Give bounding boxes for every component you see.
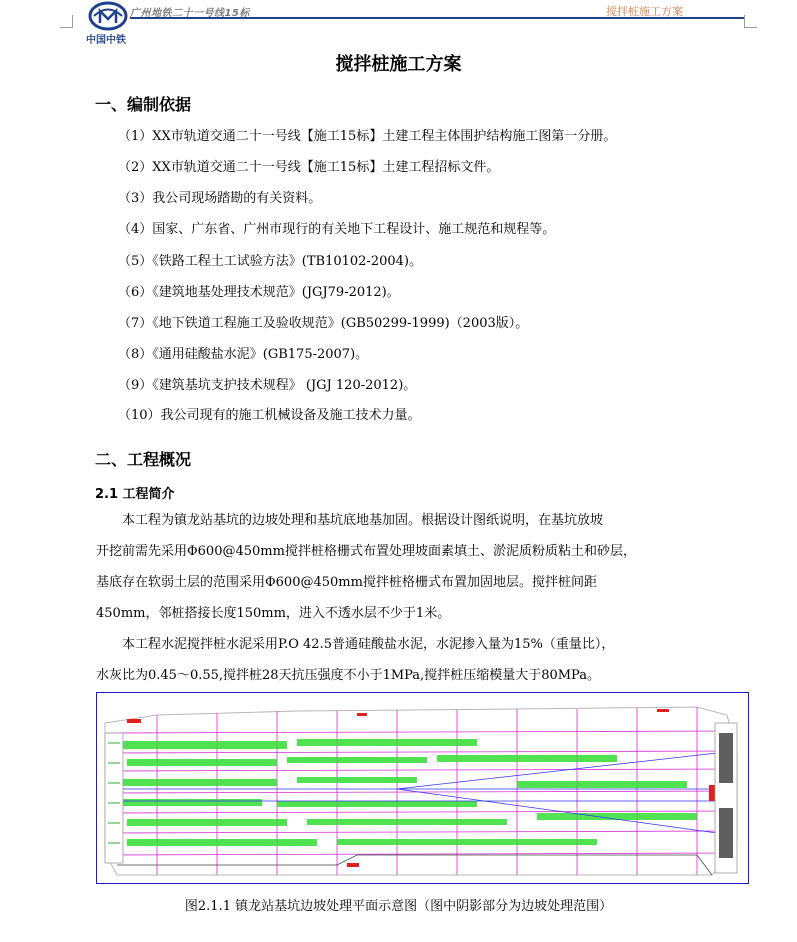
list-item: （6）《建筑地基处理技术规范》(JGJ79-2012)。 bbox=[118, 285, 400, 300]
site-plan-drawing bbox=[96, 692, 749, 884]
paragraph-line: 基底存在软弱土层的范围采用Φ600@450mm搅拌桩格栅式布置加固地层。搅拌桩间距 bbox=[96, 575, 597, 590]
list-item: （3）我公司现场踏勘的有关资料。 bbox=[118, 191, 322, 206]
paragraph-line: 本工程为镇龙站基坑的边坡处理和基坑底地基加固。根据设计图纸说明，在基坑放坡 bbox=[122, 513, 604, 528]
section-2-1-heading: 2.1 工程简介 bbox=[95, 487, 175, 502]
crcc-logo-icon bbox=[88, 1, 128, 31]
paragraph-line: 水灰比为0.45～0.55,搅拌桩28天抗压强度不小于1MPa,搅拌桩压缩模量大于80MPa。 bbox=[96, 668, 600, 683]
section-1-heading: 一、编制依据 bbox=[95, 95, 192, 114]
logo-text: 中国中铁 bbox=[86, 35, 126, 46]
list-item: （2）XX市轨道交通二十一号线【施工15标】土建工程招标文件。 bbox=[118, 160, 500, 175]
paragraph-line: 450mm，邻桩搭接长度150mm，进入不透水层不少于1米。 bbox=[96, 606, 451, 621]
paragraph-line: 开挖前需先采用Φ600@450mm搅拌桩格栅式布置处理坡面素填土、淤泥质粉质粘土和砂层， bbox=[96, 544, 636, 559]
list-item: （9）《建筑基坑支护技术规程》 (JGJ 120-2012)。 bbox=[118, 378, 417, 393]
list-item: （8）《通用硅酸盐水泥》(GB175-2007)。 bbox=[118, 347, 369, 362]
header-doc-name: 搅拌桩施工方案 bbox=[606, 5, 683, 18]
document-title: 搅拌桩施工方案 bbox=[335, 54, 462, 75]
paragraph-line: 本工程水泥搅拌桩水泥采用P.O 42.5普通硅酸盐水泥，水泥掺入量为15%（重量比）， bbox=[122, 637, 615, 652]
list-item: （10）我公司现有的施工机械设备及施工技术力量。 bbox=[118, 408, 421, 423]
header-project-name: 广州地铁二十一号线15标 bbox=[130, 8, 250, 19]
figure-caption: 图2.1.1 镇龙站基坑边坡处理平面示意图（图中阴影部分为边坡处理范围） bbox=[184, 899, 613, 914]
header-rule bbox=[130, 17, 744, 19]
page-header bbox=[0, 0, 797, 48]
section-2-heading: 二、工程概况 bbox=[95, 450, 192, 469]
list-item: （4）国家、广东省、广州市现行的有关地下工程设计、施工规范和规程等。 bbox=[118, 222, 556, 237]
list-item: （1）XX市轨道交通二十一号线【施工15标】土建工程主体围护结构施工图第一分册。 bbox=[118, 129, 617, 144]
list-item: （5）《铁路工程土工试验方法》(TB10102-2004)。 bbox=[118, 254, 422, 269]
list-item: （7）《地下铁道工程施工及验收规范》(GB50299-1999)（2003版）。 bbox=[118, 316, 529, 331]
site-plan-cad-image bbox=[97, 693, 748, 883]
